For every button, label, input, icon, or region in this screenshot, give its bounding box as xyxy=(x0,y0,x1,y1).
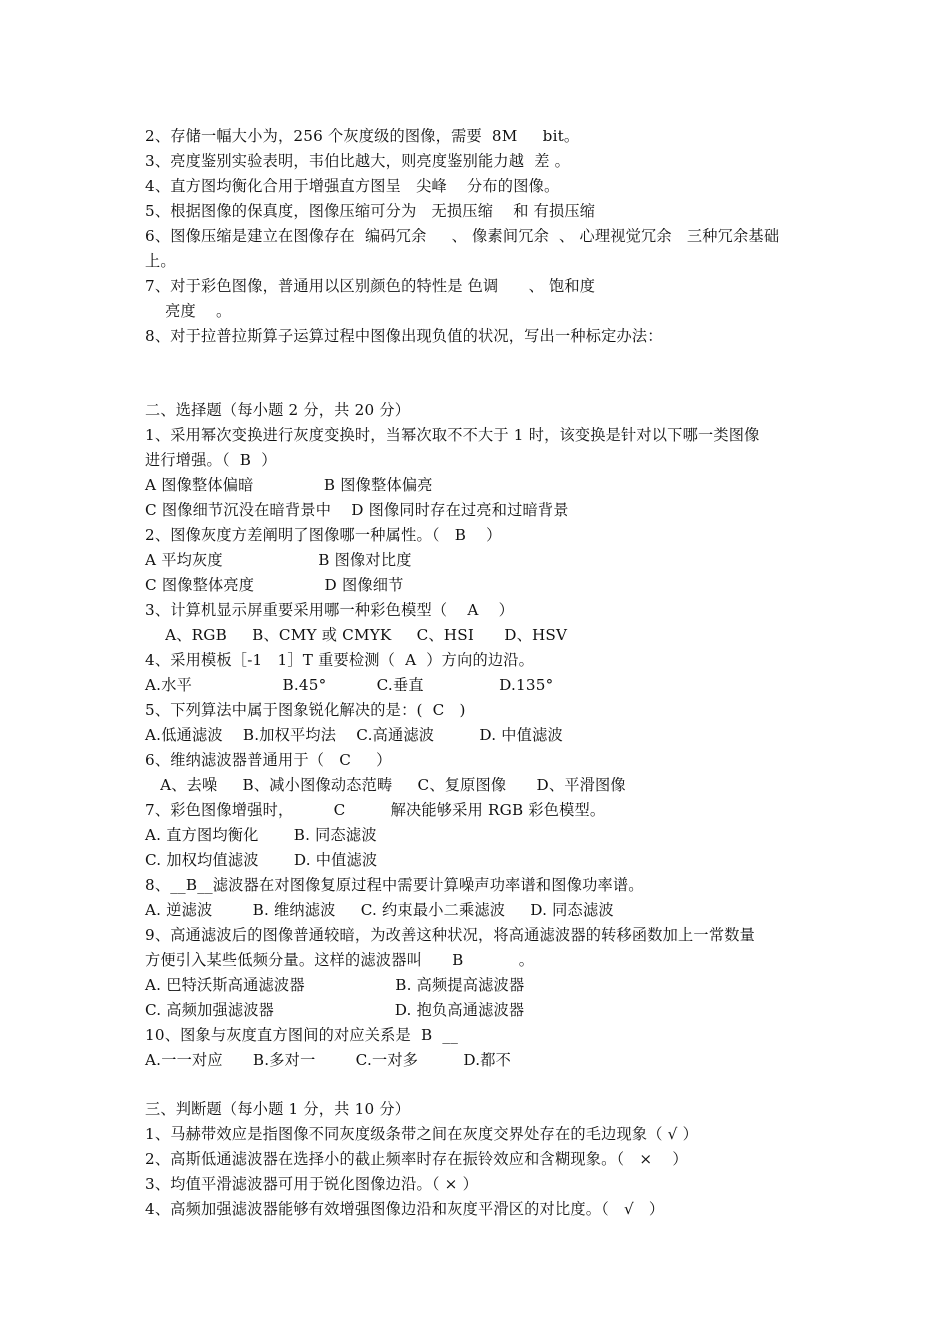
text-line: A、RGB B、CMY 或 CMYK C、HSI D、HSV xyxy=(145,626,568,644)
text-line: 亮度 。 xyxy=(145,302,232,320)
text-line: A. 巴特沃斯高通滤波器 B. 高频提高滤波器 xyxy=(145,976,525,994)
text-line: 6、维纳滤波器普通用于（ C ） xyxy=(145,751,392,769)
text-line: A. 逆滤波 B. 维纳滤波 C. 约束最小二乘滤波 D. 同态滤波 xyxy=(145,901,614,919)
text-line: C. 高频加强滤波器 D. 抱负高通滤波器 xyxy=(145,1001,525,1019)
text-line: 2、图像灰度方差阐明了图像哪一种属性。（ B ） xyxy=(145,526,502,544)
text-line: 1、马赫带效应是指图像不同灰度级条带之间在灰度交界处存在的毛边现象（ √ ） xyxy=(145,1125,698,1143)
text-line: A.低通滤波 B.加权平均法 C.高通滤波 D. 中值滤波 xyxy=(145,726,563,744)
text-line: 2、存储一幅大小为，256 个灰度级的图像，需要 8M bit。 xyxy=(145,127,580,145)
text-line: 方便引入某些低频分量。这样的滤波器叫 B 。 xyxy=(145,951,535,969)
text-line: A 平均灰度 B 图像对比度 xyxy=(145,551,412,569)
text-line: 4、高频加强滤波器能够有效增强图像边沿和灰度平滑区的对比度。（ √ ） xyxy=(145,1200,665,1218)
text-line: 5、根据图像的保真度，图像压缩可分为 无损压缩 和 有损压缩 xyxy=(145,202,596,220)
text-line: 4、直方图均衡化合用于增强直方图呈 尖峰 分布的图像。 xyxy=(145,177,560,195)
text-line: C. 加权均值滤波 D. 中值滤波 xyxy=(145,851,378,869)
text-line: A.一一对应 B.多对一 C.一对多 D.都不 xyxy=(145,1051,512,1069)
text-line: 8、__B__滤波器在对图像复原过程中需要计算噪声功率谱和图像功率谱。 xyxy=(145,876,644,894)
text-line: A 图像整体偏暗 B 图像整体偏亮 xyxy=(145,476,433,494)
text-line: 上。 xyxy=(145,252,176,270)
text-line: 2、高斯低通滤波器在选择小的截止频率时存在振铃效应和含糊现象。（ × ） xyxy=(145,1150,688,1168)
text-line: 5、下列算法中属于图象锐化解决的是：( C ) xyxy=(145,701,466,719)
text-line: A.水平 B.45° C.垂直 D.135° xyxy=(145,676,554,694)
text-line: C 图像整体亮度 D 图像细节 xyxy=(145,576,404,594)
text-line: 进行增强。（ B ） xyxy=(145,451,277,469)
text-line: 7、彩色图像增强时， C 解决能够采用 RGB 彩色模型。 xyxy=(145,801,606,819)
text-line: 3、亮度鉴别实验表明，韦伯比越大，则亮度鉴别能力越 差 。 xyxy=(145,152,571,170)
text-line: 6、图像压缩是建立在图像存在 编码冗余 、 像素间冗余 、 心理视觉冗余 三种冗余基础 xyxy=(145,227,780,245)
text-line: 3、计算机显示屏重要采用哪一种彩色模型（ A ） xyxy=(145,601,515,619)
text-line: 8、对于拉普拉斯算子运算过程中图像出现负值的状况，写出一种标定办法： xyxy=(145,327,663,345)
section-heading: 二、选择题（每小题 2 分，共 20 分） xyxy=(145,401,411,419)
text-line: 1、采用幂次变换进行灰度变换时，当幂次取不不大于 1 时，该变换是针对以下哪一类图像 xyxy=(145,426,760,444)
text-line: C 图像细节沉没在暗背景中 D 图像同时存在过亮和过暗背景 xyxy=(145,501,569,519)
text-line: 9、高通滤波后的图像普通较暗，为改善这种状况，将高通滤波器的转移函数加上一常数量 xyxy=(145,926,755,944)
section-heading: 三、判断题（每小题 1 分，共 10 分） xyxy=(145,1100,411,1118)
text-line: 4、采用模板［-1 1］T 重要检测（ A ）方向的边沿。 xyxy=(145,651,535,669)
text-line: A、去噪 B、减小图像动态范畴 C、复原图像 D、平滑图像 xyxy=(145,776,626,794)
text-line: A. 直方图均衡化 B. 同态滤波 xyxy=(145,826,377,844)
text-line: 10、图象与灰度直方图间的对应关系是 B __ xyxy=(145,1026,458,1044)
text-line: 7、对于彩色图像，普通用以区别颜色的特性是 色调 、 饱和度 xyxy=(145,277,596,295)
text-line: 3、均值平滑滤波器可用于锐化图像边沿。（ × ） xyxy=(145,1175,478,1193)
